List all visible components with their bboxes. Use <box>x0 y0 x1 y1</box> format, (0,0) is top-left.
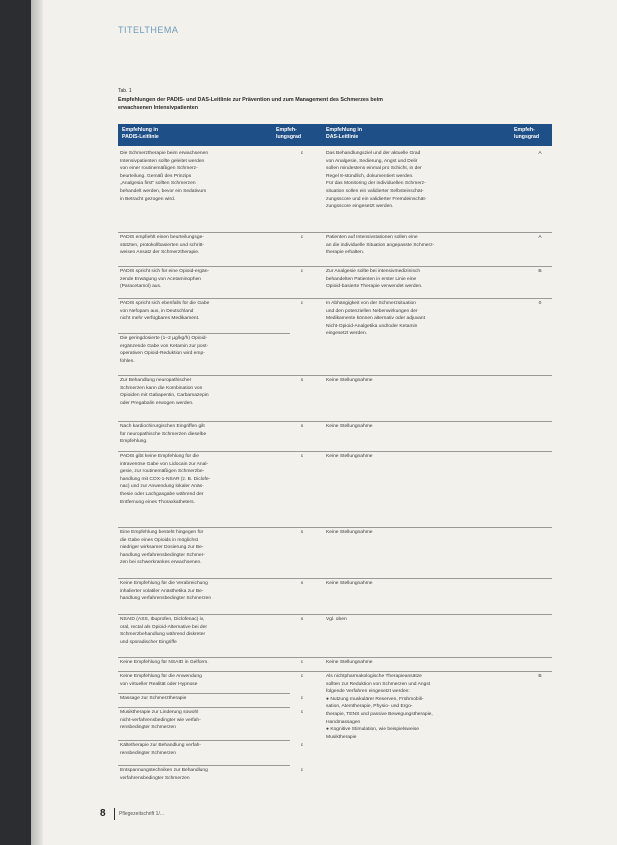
table-row <box>118 765 552 795</box>
padis-grade-cell: c <box>300 710 304 715</box>
padis-recommendation-cell: Keine Empfehlung für NSAID in Gelform. <box>120 660 209 665</box>
padis-grade-cell: c <box>300 743 304 748</box>
das-recommendation-cell: Vgl. oben <box>326 617 347 622</box>
das-recommendation-cell: Keine Stellungnahme <box>326 424 373 429</box>
row-divider <box>118 740 290 741</box>
padis-grade-cell: s <box>300 378 304 383</box>
padis-grade-cell: c <box>300 269 304 274</box>
das-grade-cell: 0 <box>538 301 542 306</box>
padis-grade-cell: s <box>300 617 304 622</box>
padis-grade-cell: c <box>300 674 304 679</box>
padis-recommendation-cell: PADIS spricht sich ebenfalls für die Gabe von Nefopam aus, in Deutschland nicht mehr verfügbares Medikament. <box>120 301 210 322</box>
row-divider <box>118 578 552 579</box>
padis-grade-cell: c <box>300 768 304 773</box>
footer-divider <box>114 808 115 820</box>
padis-grade-cell: c <box>300 235 304 240</box>
padis-grade-cell: c <box>300 454 304 459</box>
das-grade-cell: A <box>538 235 542 240</box>
row-divider <box>118 614 552 615</box>
table-row <box>118 707 552 740</box>
table-number: Tab. 1 <box>118 88 132 94</box>
padis-grade-cell: c <box>300 301 304 306</box>
row-divider <box>118 232 552 233</box>
padis-recommendation-cell: Keine Empfehlung für die Anwendung von virtueller Realität oder Hypnose <box>120 674 202 687</box>
table-row <box>118 657 552 671</box>
padis-recommendation-cell: Entspannungstechniken zur Behandlung verfahrensbedingter Schmerzen <box>120 768 208 781</box>
table-row <box>118 740 552 765</box>
table-caption: Empfehlungen der PADIS- und DAS-Leitlinie zur Prävention und zum Management des Schmerzes beim erwachsenen Intensivpatienten <box>118 97 383 111</box>
table-row <box>118 232 552 266</box>
page-number: 8 <box>100 808 106 819</box>
row-divider <box>118 333 290 334</box>
table-row <box>118 578 552 614</box>
table-row <box>118 333 552 375</box>
padis-recommendation-cell: Keine Empfehlung für die Verabreichung inhalierter volatiler Anästhetika zur Be- handlung verfahrensbedingter Schmerzen <box>120 581 212 602</box>
table-row <box>118 375 552 421</box>
padis-grade-cell: c <box>300 151 304 156</box>
padis-recommendation-cell: PADIS empfiehlt einen beurteilungsge- stützten, protokollbasierten und schritt- weisen Ansatz der Schmerztherapie. <box>120 235 204 256</box>
header-das-grade: Empfeh- lungsgrad <box>514 127 540 140</box>
das-recommendation-cell: Keine Stellungnahme <box>326 660 373 665</box>
row-divider <box>118 765 290 766</box>
padis-recommendation-cell: Eine Empfehlung besteht hingegen für die Gabe eines Opioids in möglichst niedriger wirksamer Dosierung zur Be- handlung verfahrensbedingter Schmer- zen bei schwerkrankes erwachsenen. <box>120 530 205 566</box>
padis-recommendation-cell: NSAID (ASS, Ibuprofen, Diclofenac) iv, oral, rectal als Opioid-Alternative bei der Schmerzbehandlung während diskreter und sporadischer Eingriffe <box>120 617 207 645</box>
padis-grade-cell: s <box>300 530 304 535</box>
padis-recommendation-cell: Zur Behandlung neuropathischer Schmerzen kann die Kombination von Opioiden mit Gabapentin, Carbamazepin oder Pregabalin erwogen werden. <box>120 378 209 406</box>
table-row <box>118 451 552 527</box>
row-divider <box>118 298 552 299</box>
das-recommendation-cell: Zur Analgesie sollte bei intensivmedizinisch behandelten Patienten in erster Linie eine Opioid-basierte Therapie verwendet werden. <box>326 269 423 290</box>
row-divider <box>118 421 552 422</box>
das-recommendation-cell: Das Behandlungsziel und der aktuelle Grad von Analgesie, Sedierung, Angst und Delir sollen mindestens einmal pro Schicht, in der Regel 8-stündlich, dokumentiert werden. Für das Monitoring der individuellen Schmerz- situation sollen ein validierter Selbsteinschät- zungsscore und ein validierter Fremdeinschät- zungsscore eingesetzt werden. <box>326 151 427 210</box>
das-recommendation-cell: Keine Stellungnahme <box>326 378 373 383</box>
padis-recommendation-cell: Musiktherapie zur Linderung sowohl nicht-verfahrensbedingter wie verfah- rensbedingter Schmerzen <box>120 710 201 731</box>
section-title: TITELTHEMA <box>118 25 179 35</box>
row-divider <box>118 671 552 672</box>
padis-recommendation-cell: Massage zur Schmerztherapie <box>120 696 187 701</box>
padis-recommendation-cell: Die Schmerztherapie beim erwachsenen Intensivpatienten sollte geleitet werden von einer routinemäßigen Schmerz- beurteilung. Gemäß des Prinzips „Analgesia first“ sollten Schmerzen behandelt werden, bevor ein Sedativum in Betracht gezogen wird. <box>120 151 209 202</box>
padis-grade-cell: s <box>300 424 304 429</box>
row-divider <box>118 657 552 658</box>
das-recommendation-cell: Keine Stellungnahme <box>326 530 373 535</box>
table-row <box>118 148 552 232</box>
table-row <box>118 421 552 451</box>
das-recommendation-cell: Patienten auf Intensivstationen sollen eine an die individuelle Situation angepasste Schmerz- therapie erhalten. <box>326 235 435 256</box>
das-grade-cell: B <box>538 674 542 679</box>
das-grade-cell: B <box>538 269 542 274</box>
padis-recommendation-cell: Nach kardiochirurgischen Eingriffen gilt für neuropathische Schmerzen dieselbe Empfehlung. <box>120 424 207 445</box>
table-row <box>118 614 552 657</box>
row-divider <box>118 693 290 694</box>
table-row <box>118 693 552 707</box>
padis-grade-cell: c <box>300 660 304 665</box>
padis-recommendation-cell: PADIS gibt keine Empfehlung für die intravenöse Gabe von Lidocain zur Anal- gesie, zur routinemäßigen Schmerzbe- handlung mit COX-1-NSAR (z. B. Diclofe- nac) und zur Anwendung lokaler Anäs- thesie oder Lachgasgabe während der Entfernung eines Thoraxkatheters. <box>120 454 211 505</box>
padis-grade-cell: s <box>300 581 304 586</box>
table-row <box>118 266 552 298</box>
table-row <box>118 527 552 578</box>
table-row <box>118 298 552 337</box>
row-divider <box>118 266 552 267</box>
das-recommendation-cell: Keine Stellungnahme <box>326 454 373 459</box>
page-edge <box>31 0 43 845</box>
padis-recommendation-cell: PADIS spricht sich für eine Opioid-ergän- zende Erwägung von Acetaminophen (Paracetamol) aus. <box>120 269 210 290</box>
padis-recommendation-cell: Kältetherapie zur Behandlung verfah- rensbedingter Schmerzen <box>120 743 202 756</box>
table-header <box>118 124 552 146</box>
footer-text: Pflegezeitschrift 1/... <box>119 811 165 817</box>
header-padis-recommendation: Empfehlung in PADIS-Leitlinie <box>122 127 159 140</box>
das-recommendation-cell: Keine Stellungnahme <box>326 581 373 586</box>
header-padis-grade: Empfeh- lungsgrad <box>276 127 302 140</box>
padis-grade-cell: c <box>300 696 304 701</box>
das-recommendation-cell: In Abhängigkeit von der Schmerzsituation und den potenziellen Nebenwirkungen der Medikamente können alternativ oder adjuvant Nicht-Opioid-Analgetika und/oder Ketamin eingesetzt werden. <box>326 301 425 337</box>
row-divider <box>118 707 290 708</box>
row-divider <box>118 527 552 528</box>
padis-recommendation-cell: Die geringdosierte (1–2 µg/kg/h) Opioid- ergänzende Gabe von Ketamin zur post- operativen Opioid-Reduktion wird emp- fohlen. <box>120 336 209 364</box>
das-recommendation-cell: Als nichtpharmakologische Therapieansätze sollten zur Reduktion von Schmerzen und Angst folgende Verfahren eingesetzt werden: ● Nutzung muskulärer Reserven, Frühmobili- sation, Atemtherapie, Physio- und Ergo- therapie, TENS und passive Bewegungstherapie, Handmassagen ● Kognitive Stimulation, wie beispielsweise Musiktherapie <box>326 674 433 740</box>
row-divider <box>118 451 552 452</box>
header-das-recommendation: Empfehlung in DAS-Leitlinie <box>326 127 363 140</box>
row-divider <box>118 375 552 376</box>
das-grade-cell: A <box>538 151 542 156</box>
